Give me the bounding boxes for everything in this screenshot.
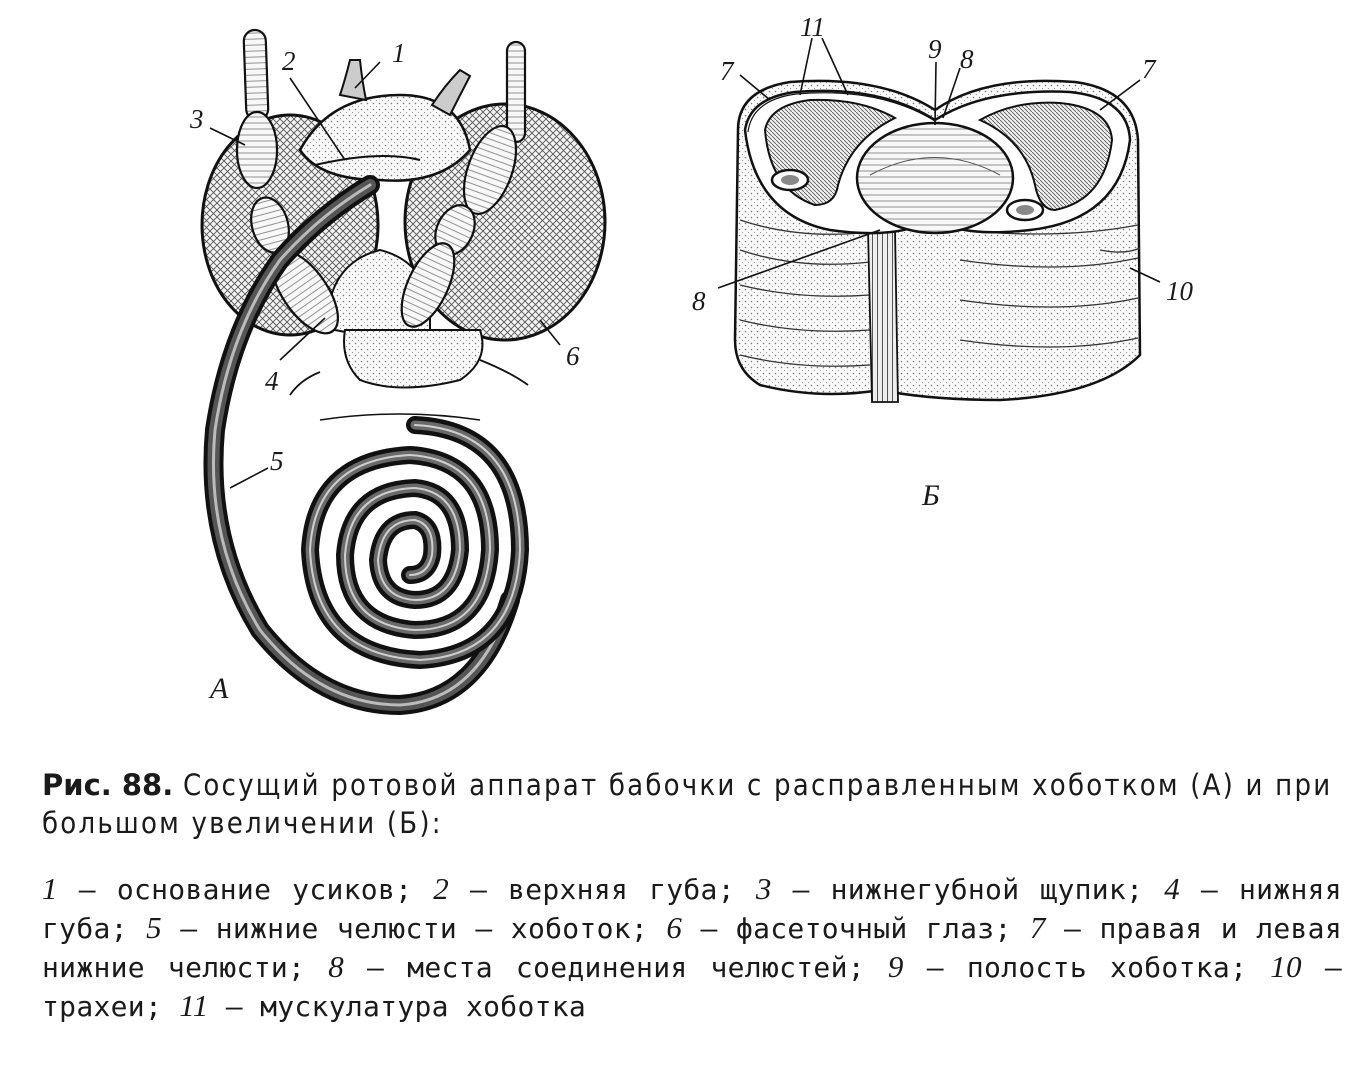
label-a-2: 2 <box>282 46 296 76</box>
label-a-4: 4 <box>265 366 279 396</box>
panel-label-b: Б <box>922 479 940 512</box>
legend-item: 8 — места соединения челюстей; <box>328 949 888 984</box>
label-b-8-side: 8 <box>692 286 706 316</box>
label-b-11: 11 <box>800 12 825 42</box>
figure-legend <box>42 870 1342 1026</box>
legend-item: 7 — правая и левая нижние челюсти; <box>42 910 1342 984</box>
label-a-6: 6 <box>566 341 580 371</box>
panel-label-a: А <box>210 672 229 705</box>
label-b-7-right: 7 <box>1142 54 1156 84</box>
legend-item: 3 — нижнегубной щупик; <box>755 871 1165 906</box>
legend-item: 4 — нижняя губа; <box>42 871 1342 945</box>
label-b-10: 10 <box>1166 276 1193 306</box>
legend-item: 6 — фасеточный глаз; <box>666 910 1030 945</box>
legend-item: 9 — полость хоботка; <box>887 949 1271 984</box>
label-b-9: 9 <box>928 34 942 64</box>
legend-item: 2 — верхняя губа; <box>433 871 756 906</box>
label-b-8-top: 8 <box>960 44 974 74</box>
proboscis-cross-section-drawing <box>692 12 1194 512</box>
legend-item: 1 — основание усиков; <box>42 871 434 906</box>
label-b-7-left: 7 <box>720 56 734 86</box>
butterfly-head-drawing <box>189 30 605 705</box>
legend-item: 10 — трахеи; <box>42 949 1342 1023</box>
label-a-5: 5 <box>270 446 284 476</box>
proboscis-cavity <box>857 123 1013 233</box>
legend-item: 5 — нижние челюсти — хоботок; <box>146 910 667 945</box>
legend-item: 11 — мускулатура хоботка <box>179 988 587 1023</box>
label-a-3: 3 <box>190 104 204 134</box>
figure-number: Рис. 88. <box>42 768 174 802</box>
caption-text: Сосущий ротовой аппарат бабочки с расправленным хоботком (А) и при большом увеличении (Б): <box>42 768 1333 840</box>
coiled-proboscis <box>310 425 520 660</box>
figure-caption <box>42 766 1342 842</box>
label-a-1: 1 <box>392 38 406 68</box>
